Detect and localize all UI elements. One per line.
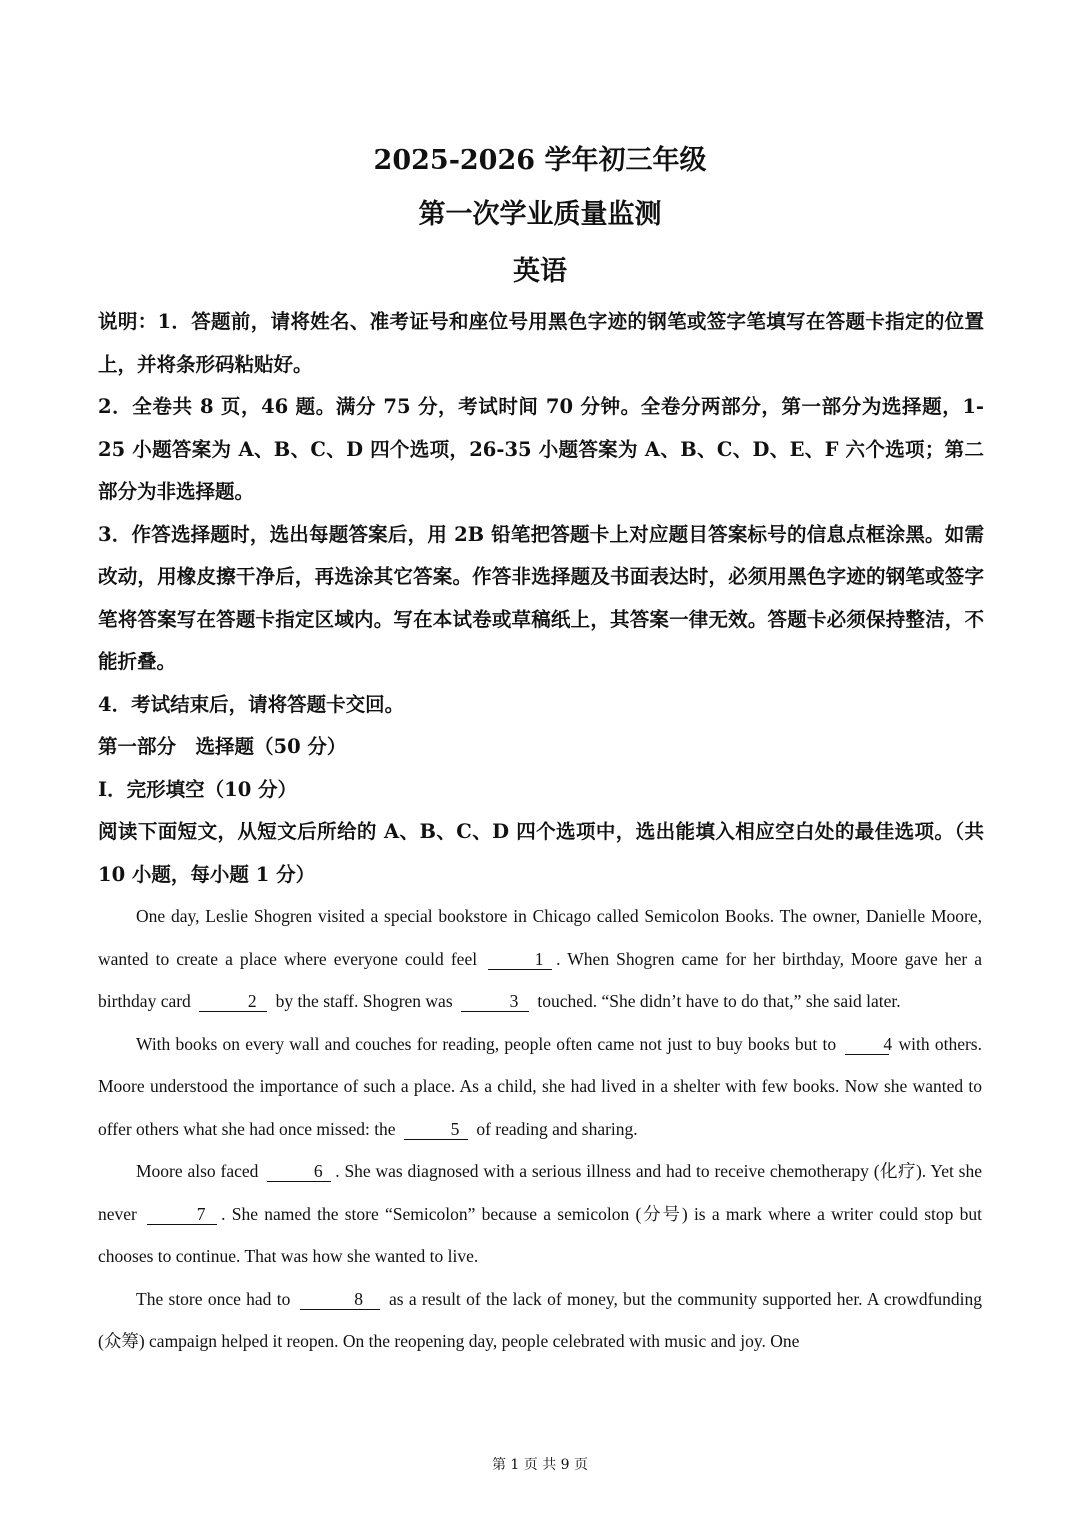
- blank-5: 5: [404, 1119, 468, 1140]
- passage-text: of reading and sharing.: [476, 1118, 638, 1139]
- section-directions: 阅读下面短文，从短文后所给的 A、B、C、D 四个选项中，选出能填入相应空白处的最佳选项。（共 10 小题，每小题 1 分）: [98, 820, 984, 886]
- instruction-1: 说明：1．答题前，请将姓名、准考证号和座位号用黑色字迹的钢笔或签字笔填写在答题卡指定的位置上，并将条形码粘贴好。: [98, 310, 984, 376]
- passage-paragraph-2: [98, 1023, 982, 1151]
- instructions-block: [98, 301, 984, 896]
- blank-7: 7: [147, 1204, 217, 1225]
- section-heading: Ⅰ．完形填空（10 分）: [98, 777, 298, 801]
- blank-8: 8: [300, 1289, 380, 1310]
- passage-text: with others. Moore understood the importance of such a place. As a child, she had lived in a shelter with few books. Now she wanted to offer others what she had once missed: the: [98, 1033, 982, 1139]
- passage-paragraph-3: [98, 1150, 982, 1278]
- passage-text: . She named the store “Semicolon” because a semicolon (分号) is a mark where a writer could stop but chooses to continue. That was how she wanted to live.: [98, 1203, 983, 1266]
- exam-title-year: 2025-2026 学年初三年级: [373, 145, 707, 176]
- instruction-3: 3．作答选择题时，选出每题答案后，用 2B 铅笔把答题卡上对应题目答案标号的信息点框涂黑。如需改动，用橡皮擦干净后，再选涂其它答案。作答非选择题及书面表达时，必须用黑色字迹的钢笔或签字笔将答案写在答题卡指定区域内。写在本试卷或草稿纸上，其答案一律无效。答题卡必须保持整洁，不能折叠。: [98, 522, 984, 673]
- blank-4: 4: [845, 1034, 889, 1055]
- passage-text: Moore also faced: [136, 1161, 259, 1181]
- passage-text: . She was diagnosed with a serious illness and had to receive chemotherapy (化疗). Yet she never: [98, 1161, 983, 1224]
- passage-text: as a result of the lack of money, but the community supported her. A crowdfunding (众筹) campaign helped it reopen. On the reopening day, people celebrated with music and joy. One: [98, 1288, 983, 1351]
- exam-subject: 英语: [513, 256, 567, 287]
- passage-paragraph-4: [98, 1278, 982, 1363]
- blank-3: 3: [461, 991, 529, 1012]
- passage-text: by the staff. Shogren was: [275, 991, 453, 1011]
- passage-text: touched. “She didn’t have to do that,” she said later.: [537, 991, 901, 1011]
- blank-1: 1: [488, 949, 552, 970]
- exam-title-name: 第一次学业质量监测: [418, 199, 662, 230]
- passage-text: One day, Leslie Shogren visited a special bookstore in Chicago called Semicolon Books. The owner, Danielle Moore, wanted to create a place where everyone could feel: [98, 906, 982, 969]
- cloze-passage: [98, 895, 982, 1363]
- passage-paragraph-1: [98, 895, 982, 1023]
- part-one-heading: 第一部分 选择题（50 分）: [98, 735, 347, 758]
- page-footer: 第 1 页 共 9 页: [491, 1457, 589, 1473]
- instruction-4: 4．考试结束后，请将答题卡交回。: [98, 692, 405, 716]
- passage-text: With books on every wall and couches for reading, people often came not just to buy books but to: [136, 1033, 837, 1054]
- passage-text: The store once had to: [136, 1288, 291, 1309]
- blank-6: 6: [267, 1161, 331, 1182]
- blank-2: 2: [199, 991, 267, 1012]
- instruction-2: 2．全卷共 8 页，46 题。满分 75 分，考试时间 70 分钟。全卷分两部分，第一部分为选择题，1-25 小题答案为 A、B、C、D 四个选项，26-35 小题答案为 A、B、C、D、E、F 六个选项；第二部分为非选择题。: [98, 395, 984, 503]
- passage-text: . When Shogren came for her birthday, Moore gave her a birthday card: [98, 948, 983, 1011]
